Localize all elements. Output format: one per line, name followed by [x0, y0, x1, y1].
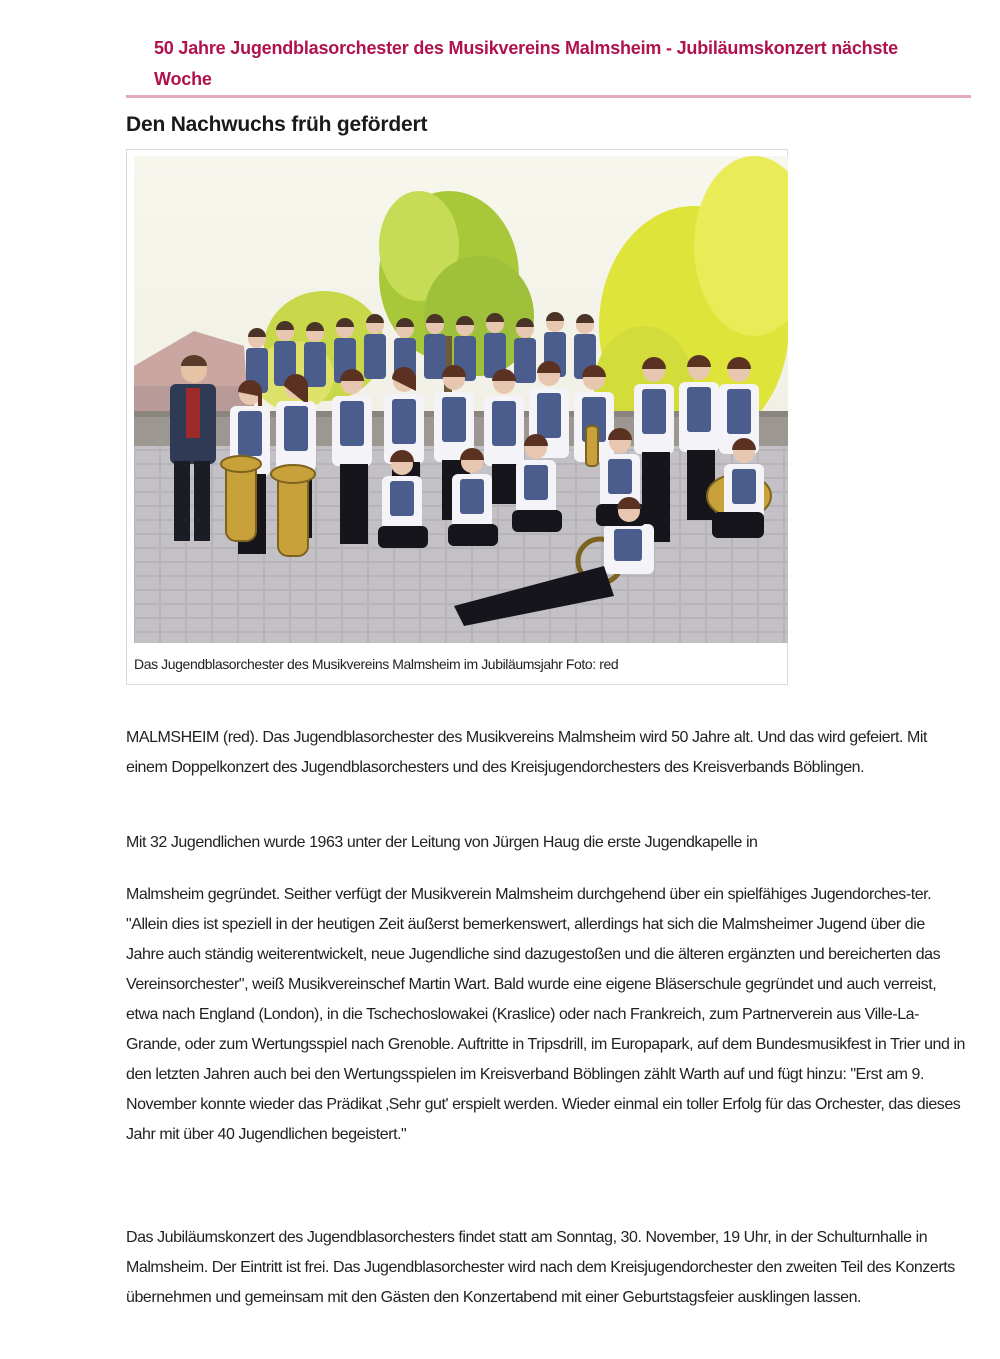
article-paragraph: MALMSHEIM (red). Das Jugendblasorchester des Musikvereins Malmsheim wird 50 Jahre alt. Und das wird gefeiert. Mit einem Doppelkonzert des Jugendblasorchesters und des Kreisjugendorchesters des Kreisverbands Böblingen.: [126, 729, 928, 776]
article-figure: [126, 149, 788, 685]
kicker-divider: [126, 95, 971, 98]
article-paragraph: Mit 32 Jugendlichen wurde 1963 unter der Leitung von Jürgen Haug die erste Jugendkapelle in: [126, 834, 758, 851]
article-headline: Den Nachwuchs früh gefördert: [126, 113, 428, 136]
article-paragraph: Malmsheim gegründet. Seither verfügt der Musikverein Malmsheim durchgehend über ein spielfähiges Jugendorches-ter. "Allein dies ist speziell in der heutigen Zeit äußerst bemerkenswert, allerdings hat sich die Malmsheimer Jugend über die Jahre auch ständig weiterentwickelt, neue Jugendliche sind dazugestoßen und die älteren ergänzten und bereicherten das Vereinsorchester", weiß Musikvereinschef Martin Wart. Bald wurde eine eigene Bläserschule gegründet und auch verreist, etwa nach England (London), in die Tschechoslowakei (Kraslice) oder nach Frankreich, zum Partnerverein aus Ville-La-Grande, oder zum Wertungsspiel nach Grenoble. Auftritte in Tripsdrill, im Europapark, auf dem Bundesmusikfest in Trier und in den letzten Jahren auch bei den Wertungsspielen im Kreisverband Böblingen zählt Warth auf und fügt hinzu: "Erst am 9. November konnte wieder das Prädikat ‚Sehr gut' erspielt werden. Wieder einmal ein toller Erfolg für das Orchester, das dieses Jahr mit über 40 Jugendlichen begeistert.": [126, 886, 965, 1143]
article-paragraph: Das Jubiläumskonzert des Jugendblasorchesters findet statt am Sonntag, 30. November, 19 Uhr, in der Schulturnhalle in Malmsheim. Der Eintritt ist frei. Das Jugendblasorchester wird nach dem Kreisjugendorchester den zweiten Teil des Konzerts übernehmen und gemeinsam mit den Gästen den Konzertabend mit einer Geburtstagsfeier ausklingen lassen.: [126, 1229, 955, 1306]
article-kicker: 50 Jahre Jugendblasorchester des Musikvereins Malmsheim - Jubiläumskonzert nächste Woche: [154, 38, 898, 89]
orchestra-photo: [134, 156, 788, 643]
photo-caption: Das Jugendblasorchester des Musikvereins Malmsheim im Jubiläumsjahr Foto: red: [134, 656, 619, 672]
orchestra-photo-illustration: [134, 156, 788, 643]
